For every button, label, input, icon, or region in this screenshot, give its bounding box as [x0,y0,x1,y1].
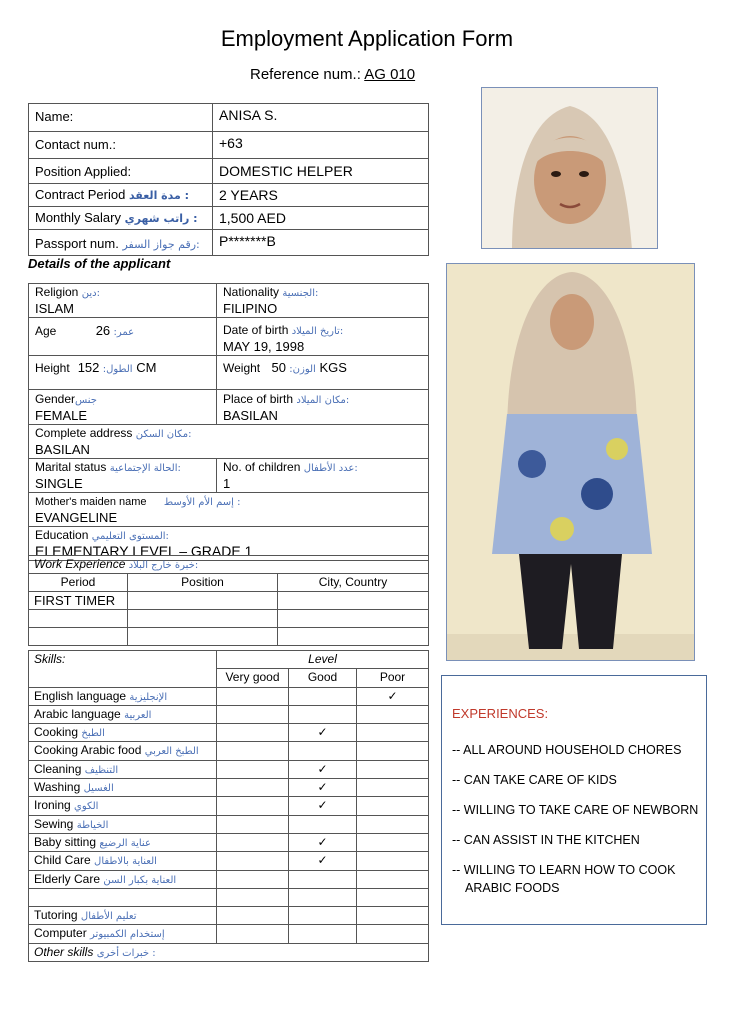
skill-row [29,833,429,851]
education-label: Education [35,528,89,542]
gender-label: Gender [35,392,76,406]
skill-name-arabic: الإنجليزية [129,691,168,703]
weight-cell [217,356,429,390]
passport-label: Passport num. [35,236,119,251]
religion-value: ISLAM [35,301,75,316]
skills-title-cell [29,651,217,688]
work-cell [128,610,278,628]
skills-title: Skills: [34,652,66,666]
skill-row [29,907,429,925]
skill-name-arabic: الخياطة [76,819,109,831]
skills-level-label: Level [308,652,337,666]
skills-rows [29,687,429,943]
contract-label: Contract Period [35,187,126,202]
work-cell [29,610,128,628]
check-mark-icon: ✓ [317,725,328,740]
skill-level-good [289,907,357,925]
skill-name-cell [29,779,217,797]
work-col-position: Position [128,574,278,592]
marital-value: SINGLE [35,476,83,491]
skill-level-very-good [217,779,289,797]
skill-level-good [289,888,357,906]
marital-label-arabic: الحالة الإجتماعية: [109,463,181,474]
skill-name-cell [29,815,217,833]
passport-value: P*******B [213,230,429,256]
skill-level-very-good [217,852,289,870]
contract-label-arabic: مدة العقد : [128,189,190,202]
skill-level-poor [357,724,429,742]
age-label: Age [35,324,57,338]
work-cell [278,610,429,628]
skill-row [29,815,429,833]
skill-level-very-good [217,907,289,925]
height-cell [29,356,217,390]
skill-row [29,760,429,778]
skill-name-cell [29,907,217,925]
experience-item: -- ALL AROUND HOUSEHOLD CHORES [452,743,682,757]
position-label: Position Applied: [29,159,213,184]
gender-cell [29,390,217,425]
pob-label-arabic: مكان الميلاد: [296,395,350,406]
skill-level-very-good [217,833,289,851]
experience-item: -- WILLING TO LEARN HOW TO COOK ARABIC FOODS [452,863,676,895]
other-skills-label-arabic: خبرات أخرى : [96,947,156,959]
children-label: No. of children [223,460,301,474]
skill-name: Arabic language [34,706,121,721]
applicant-full-body-photo [446,263,695,661]
skill-level-good [289,797,357,815]
skill-name: English language [34,688,127,703]
age-value: 26 [95,323,111,338]
skill-level-poor [357,742,429,760]
mother-label: Mother's maiden name [35,496,147,508]
work-row [29,610,429,628]
skill-name: Cooking [34,725,79,740]
work-experience-title-arabic: خبرة خارج البلاد: [128,560,199,571]
salary-label: Monthly Salary [35,210,121,225]
height-value: 152 CM [77,360,157,375]
gender-value: FEMALE [35,408,88,423]
salary-value: 1,500 AED [213,207,429,230]
skill-level-good [289,852,357,870]
skill-level-good [289,760,357,778]
weight-label: Weight [223,361,261,375]
age-label-arabic: عمر: [113,327,135,338]
skill-name: Sewing [34,816,74,831]
skill-name: Baby sitting [34,834,97,849]
check-mark-icon: ✓ [317,761,328,776]
experience-item: -- CAN TAKE CARE OF KIDS [452,773,617,787]
skill-level-poor [357,687,429,705]
skill-name: Elderly Care [34,871,101,886]
skills-col-good: Good [289,669,357,687]
skill-name-arabic: إستخدام الكمبيوتر [90,929,165,941]
skill-name: Washing [34,780,81,795]
skill-name-cell [29,687,217,705]
address-cell [29,425,429,459]
contact-value: +63 [213,132,429,159]
experience-item: -- CAN ASSIST IN THE KITCHEN [452,833,640,847]
skills-level-header [217,651,429,669]
skill-name-cell [29,705,217,723]
check-mark-icon: ✓ [387,688,398,703]
passport-label-cell [29,230,213,256]
nationality-label-arabic: الجنسية: [282,288,319,299]
skill-name-cell [29,925,217,943]
height-label: Height [35,361,70,375]
skill-level-poor [357,925,429,943]
skill-level-poor [357,797,429,815]
salary-label-cell [29,207,213,230]
work-col-city: City, Country [278,574,429,592]
skill-level-poor [357,815,429,833]
religion-cell [29,284,217,318]
skill-name-arabic: الكوي [74,801,99,813]
skill-name-arabic: الطبخ [81,728,105,740]
skill-level-very-good [217,815,289,833]
work-experience-table [28,555,429,646]
other-skills-label: Other skills [34,944,94,959]
skill-name-cell [29,852,217,870]
work-cell [278,628,429,646]
dob-value: MAY 19, 1998 [223,339,305,354]
experience-item: -- WILLING TO TAKE CARE OF NEWBORN [452,803,699,817]
mother-value: EVANGELINE [35,510,118,525]
dob-label: Date of birth [223,323,289,337]
other-skills-cell [29,943,429,961]
skill-row [29,797,429,815]
skill-name: Cleaning [34,761,82,776]
nationality-label: Nationality [223,285,280,299]
skill-level-very-good [217,742,289,760]
skill-name-cell [29,888,217,906]
reference-number [250,66,415,83]
skill-name-cell [29,742,217,760]
contract-label-cell [29,184,213,207]
portrait-illustration [482,88,658,249]
skill-level-very-good [217,925,289,943]
pob-label: Place of birth [223,392,294,406]
skills-col-poor: Poor [357,669,429,687]
work-cell [29,628,128,646]
work-experience-title-cell [29,556,429,574]
work-cell: FIRST TIMER [29,592,128,610]
applicant-portrait-photo [481,87,658,249]
children-value: 1 [223,476,231,491]
skill-level-good [289,925,357,943]
check-mark-icon: ✓ [317,798,328,813]
skill-level-poor [357,852,429,870]
contact-label: Contact num.: [29,132,213,159]
skill-row [29,925,429,943]
work-cell [128,592,278,610]
skill-name-cell [29,870,217,888]
skill-row [29,705,429,723]
skill-level-good [289,742,357,760]
work-cell [278,592,429,610]
form-title: Employment Application Form [220,26,514,51]
address-value: BASILAN [35,442,90,457]
pob-value: BASILAN [223,408,278,423]
work-row [29,592,429,610]
nationality-value: FILIPINO [223,301,278,316]
salary-label-arabic: راتب شهري : [124,212,198,225]
check-mark-icon: ✓ [317,834,328,849]
skill-level-poor [357,870,429,888]
skill-level-poor [357,705,429,723]
skill-name: Child Care [34,853,91,868]
address-label-arabic: مكان السكن: [135,429,192,440]
dob-label-arabic: تاريخ الميلاد: [291,326,344,337]
skill-level-very-good [217,870,289,888]
skill-name-arabic: التنظيف [84,764,119,776]
skills-col-very-good: Very good [217,669,289,687]
skill-row [29,742,429,760]
skill-name-arabic: العناية بالاطفال [94,856,157,868]
education-label-arabic: المستوى التعليمي: [91,531,169,542]
skill-name-arabic: العناية بكبار السن [103,874,177,886]
dob-cell [217,318,429,356]
weight-value: 50 KGS [271,360,347,375]
work-cell [128,628,278,646]
skill-name: Tutoring [34,908,78,923]
skill-level-poor [357,779,429,797]
experiences-box [441,675,707,925]
address-label: Complete address [35,426,133,440]
religion-label: Religion [35,285,79,299]
skill-name: Ironing [34,798,71,813]
experiences-title: EXPERIENCES: [452,706,549,721]
skill-level-poor [357,760,429,778]
children-cell [217,459,429,493]
check-mark-icon: ✓ [317,853,328,868]
full-body-illustration [447,264,695,661]
skill-name: Cooking Arabic food [34,743,142,758]
skill-level-poor [357,907,429,925]
education-value: ELEMENTARY LEVEL – GRADE 1 [35,543,253,559]
skill-level-good [289,724,357,742]
check-mark-icon: ✓ [317,780,328,795]
skill-row [29,687,429,705]
religion-label-arabic: دين: [81,288,100,299]
skill-level-good [289,833,357,851]
children-label-arabic: عدد الأطفال: [303,463,358,474]
skill-name-arabic: تعليم الأطفال [80,911,137,923]
work-row [29,628,429,646]
skill-name-cell [29,724,217,742]
work-col-period: Period [29,574,128,592]
pob-cell [217,390,429,425]
marital-cell [29,459,217,493]
skill-level-good [289,687,357,705]
reference-label: Reference num.: [250,66,361,83]
skill-level-very-good [217,760,289,778]
passport-label-arabic: رقم جواز السفر: [122,238,200,251]
skill-row [29,779,429,797]
gender-label-arabic: جنس [75,395,97,406]
skill-name-arabic: الغسيل [83,783,114,795]
marital-label: Marital status [35,460,107,474]
skill-row [29,724,429,742]
skill-name-cell [29,833,217,851]
mother-label-arabic: إسم الأم الأوسط : [163,497,241,508]
skill-name-arabic: العربية [124,709,152,721]
age-cell [29,318,217,356]
position-value: DOMESTIC HELPER [213,159,429,184]
skill-name-cell [29,797,217,815]
contract-value: 2 YEARS [213,184,429,207]
skill-row [29,870,429,888]
skill-level-poor [357,888,429,906]
skill-level-poor [357,833,429,851]
weight-label-arabic: الوزن: [289,364,316,375]
nationality-cell [217,284,429,318]
skill-name-cell [29,760,217,778]
skill-level-good [289,870,357,888]
skill-row [29,888,429,906]
applicant-info-table [28,103,429,256]
skill-level-very-good [217,705,289,723]
applicant-details-table [28,283,429,561]
skill-row [29,852,429,870]
skill-level-good [289,779,357,797]
skill-name-arabic: الطبخ العربي [144,746,199,758]
details-section-title: Details of the applicant [28,256,171,271]
skill-level-very-good [217,888,289,906]
name-label: Name: [29,104,213,132]
work-experience-title: Work Experience [34,557,126,571]
skill-level-very-good [217,797,289,815]
height-label-arabic: الطول: [102,364,133,375]
skill-name: Computer [34,926,87,941]
skill-level-good [289,815,357,833]
skill-level-very-good [217,687,289,705]
skills-table [28,650,429,962]
mother-cell [29,493,429,527]
name-value: ANISA S. [213,104,429,132]
skill-name-arabic: عناية الرضيع [99,837,151,849]
reference-value: AG 010 [364,66,416,83]
skill-level-good [289,705,357,723]
skill-level-very-good [217,724,289,742]
